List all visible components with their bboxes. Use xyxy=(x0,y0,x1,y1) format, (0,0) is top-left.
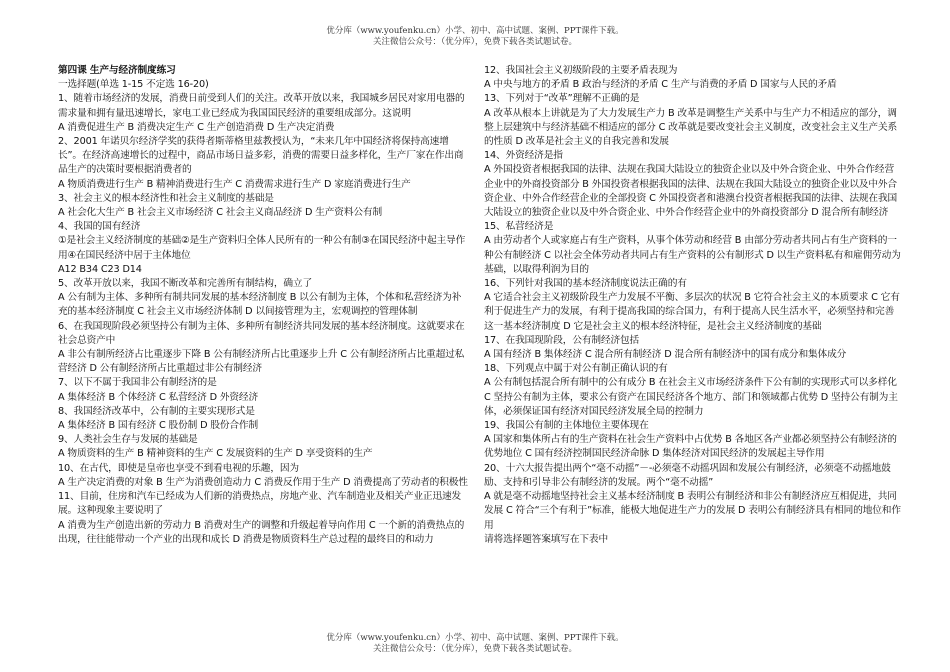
options-17: A 国有经济 B 集体经济 C 混合所有制经济 D 混合所有制经济中的国有成分和集体成分 xyxy=(484,349,847,361)
options-1: A 消费促进生产 B 消费决定生产 C 生产创造消费 D 生产决定消费 xyxy=(58,121,335,133)
options-12: A 中央与地方的矛盾 B 政治与经济的矛盾 C 生产与消费的矛盾 D 国家与人民的矛盾 xyxy=(484,79,837,91)
question-1: 1、随着市场经济的发展，消费日前受到人们的关注。改革开放以来，我国城乡居民对家用电器的需求量和拥有量迅速增长，家电工业已经成为我国国民经济的重要组成部分。这说明 xyxy=(58,93,465,119)
answer-instruction: 请将选择题答案填写在下表中 xyxy=(484,533,608,545)
right-column xyxy=(484,64,902,547)
footer-line-2: 关注微信公众号：（优分库），免费下载各类试题试卷。 xyxy=(372,644,577,654)
options-3: A 社会化大生产 B 社会主义市场经济 C 社会主义商品经济 D 生产资料公有制 xyxy=(58,207,382,219)
question-5: 5、改革开放以来，我国不断改革和完善所有制结构，确立了 xyxy=(58,278,312,290)
worksheet-title: 第四课 生产与经济制度练习 xyxy=(58,65,176,76)
options-7: A 集体经济 B 个体经济 C 私营经济 D 外资经济 xyxy=(58,391,259,403)
left-column xyxy=(58,64,468,547)
options-16: A 它适合社会主义初级阶段生产力发展不平衡、多层次的状况 B 它符合社会主义的本质要求 C 它有利于促进生产力的发展，有利于提高我国的综合国力，有利于提高人民生活水平，必须坚持和完善这一基本经济制度 D 它是社会主义的根本经济特征，是社会主义经济制度的基础 xyxy=(484,292,900,332)
question-3: 3、社会主义的根本经济性和社会主义制度的基础是 xyxy=(58,192,274,204)
question-4: 4、我国的国有经济 xyxy=(58,221,141,233)
options-13: A 改革从根本上讲就是为了大力发展生产力 B 改革是调整生产关系中与生产力不相适应的部分，调整上层建筑中与经济基础不相适应的部分 C 改革就是要改变社会主义制度，改变社会主义生产关系的性质 D 改革是社会主义的自我完善和发展 xyxy=(484,107,898,148)
options-9: A 物质资料的生产 B 精神资料的生产 C 发展资料的生产 D 享受资料的生产 xyxy=(58,448,373,460)
options-5: A 公有制为主体、多种所有制共同发展的基本经济制度 B 以公有制为主体，个体和私营经济为补充的基本经济制度 C 社会主义市场经济体制 D 以间接管理为主，宏观调控的管理体制 xyxy=(58,292,462,318)
options-14: A 外国投资者根据我国的法律、法规在我国大陆设立的独资企业以及中外合资企业、中外合作经营企业中的外商投资部分 B 外国投资者根据我国的法律、法规在我国大陆设立的独资企业以及中外合资企业、中外合作经营企业的全部投资 C 外国投资者和港澳台投资者根据我国的法律、法规在我国大陆设立的独资企业以及中外合资企业、中外合作经营企业中的外商投资部分 D 混合所有制经济 xyxy=(484,164,898,219)
question-20: 20、十六大报告提出两个“毫不动摇”－-必须毫不动摇巩固和发展公有制经济，必须毫不动摇地鼓励、支持和引导非公有制经济的发展。两个“毫不动摇” xyxy=(484,462,891,488)
options-10: A 生产决定消费的对象 B 生产为消费创造动力 C 消费反作用于生产 D 消费提高了劳动者的积极性 xyxy=(58,476,468,488)
question-14: 14、外资经济是指 xyxy=(484,150,563,162)
question-8: 8、我国经济改革中，公有制的主要实现形式是 xyxy=(58,405,255,417)
question-13: 13、下列对于“改革”理解不正确的是 xyxy=(484,93,640,105)
question-11: 11、目前，住房和汽车已经成为人们新的消费热点，房地产业、汽车制造业及相关产业正迅速发展。这种现象主要说明了 xyxy=(58,491,462,517)
options-6: A 非公有制所经济占比重逐步下降 B 公有制经济所占比重逐步上升 C 公有制经济所占比重超过私营经济 D 公有制经济所占比重超过非公有制经济 xyxy=(58,349,465,375)
options-8: A 集体经济 B 国有经济 C 股份制 D 股份合作制 xyxy=(58,420,259,432)
question-6: 6、在我国现阶段必须坚持公有制为主体、多种所有制经济共同发展的基本经济制度。这就要求在社会总资产中 xyxy=(58,320,465,346)
statements-4: ①是社会主义经济制度的基础②是生产资料归全体人民所有的一种公有制③在国民经济中起主导作用④在国民经济中居于主体地位 xyxy=(58,235,466,261)
question-16: 16、下列针对我国的基本经济制度说法正确的有 xyxy=(484,278,687,290)
options-4: A12 B34 C23 D14 xyxy=(58,263,142,275)
footer-line-1: 优分库（www.youfenku.cn）小学、初中、高中试题、案例、PPT课件下载。 xyxy=(326,633,624,643)
options-15: A 由劳动者个人或家庭占有生产资料，从事个体劳动和经营 B 由部分劳动者共同占有生产资料的一种公有制经济 C 以社会全体劳动者共同占有生产资料的公有制形式 D 以生产资料私有和雇佣劳动为基础，以取得利润为目的 xyxy=(484,235,901,275)
question-17: 17、在我国现阶段，公有制经济包括 xyxy=(484,334,640,346)
options-11: A 消费为生产创造出新的劳动力 B 消费对生产的调整和升级起着导向作用 C 一个新的消费热点的出现，往往能带动一个产业的出现和成长 D 消费是物质资料生产总过程的最终目的和动力 xyxy=(58,519,465,545)
question-9: 9、人类社会生存与发展的基础是 xyxy=(58,434,198,446)
page-footer xyxy=(0,633,950,655)
question-19: 19、我国公有制的主体地位主要体现在 xyxy=(484,420,649,432)
header-line-1: 优分库（www.youfenku.cn）小学、初中、高中试题、案例、PPT课件下载。 xyxy=(326,26,624,36)
question-10: 10、在古代，即使是皇帝也享受不到看电视的乐趣，因为 xyxy=(58,462,299,474)
section-heading: 一选择题(单选 1-15 不定选 16-20) xyxy=(58,79,209,91)
options-20: A 就是毫不动摇地坚持社会主义基本经济制度 B 表明公有制经济和非公有制经济应互相促进，共同发展 C 符合“三个有利于”标准，能极大地促进生产力的发展 D 表明公有制经济具有相同的地位和作用 xyxy=(484,491,901,531)
question-2: 2、2001 年诺贝尔经济学奖的获得者斯蒂格里兹教授认为，“未来几年中国经济将保持高速增长”。在经济高速增长的过程中，商品市场日益多彩，消费的需要日益多样化，生产厂家在作出商品生产的决策时要根据消费者的 xyxy=(58,136,464,176)
question-15: 15、私营经济是 xyxy=(484,221,554,233)
options-19: A 国家和集体所占有的生产资料在社会生产资料中占优势 B 各地区各产业都必须坚持公有制经济的优势地位 C 国有经济控制国民经济命脉 D 集体经济对国民经济的发展起主导作用 xyxy=(484,434,897,460)
question-18: 18、下列观点中属于对公有制正确认识的有 xyxy=(484,363,668,375)
page-header xyxy=(0,26,950,48)
header-line-2: 关注微信公众号：（优分库），免费下载各类试题试卷。 xyxy=(372,37,577,47)
options-18: A 公有制包括混合所有制中的公有成分 B 在社会主义市场经济条件下公有制的实现形式可以多样化 C 坚持公有制为主体，要求公有资产在国民经济各个地方、部门和领域都占优势 D 坚持公有制为主体，必须保证国有经济对国民经济发展全局的控制力 xyxy=(484,377,898,417)
question-12: 12、我国社会主义初级阶段的主要矛盾表现为 xyxy=(484,65,678,76)
options-2: A 物质消费进行生产 B 精神消费进行生产 C 消费需求进行生产 D 家庭消费进行生产 xyxy=(58,178,411,190)
question-7: 7、以下不属于我国非公有制经济的是 xyxy=(58,377,217,389)
